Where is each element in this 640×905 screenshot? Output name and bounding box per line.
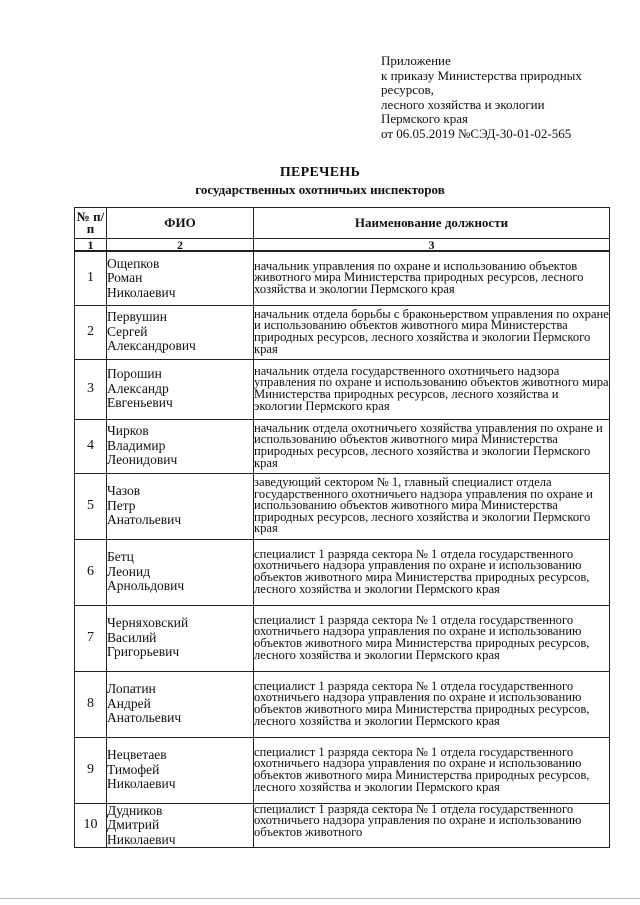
row-number: 3	[75, 359, 107, 419]
row-fio	[107, 473, 254, 539]
fio-line: Александр	[107, 380, 169, 396]
row-fio	[107, 251, 254, 305]
fio-line: Александрович	[107, 338, 196, 354]
row-fio	[107, 419, 254, 473]
fio-line: Николаевич	[107, 284, 176, 300]
header-position: Наименование должности	[254, 208, 610, 239]
column-number: 2	[107, 239, 254, 252]
header-num: № п/п	[75, 208, 107, 239]
table-row	[75, 419, 610, 473]
fio-line: Чазов	[107, 483, 141, 499]
row-number: 9	[75, 737, 107, 803]
row-position: специалист 1 разряда сектора № 1 отдела государственного охотничьего надзора управления по охране и использованию объектов животного	[254, 803, 610, 848]
row-position: начальник отдела государственного охотничьего надзора управления по охране и использованию объектов животного мира Министерства природных ресурсов, лесного хозяйства и экологии Пермского края	[254, 359, 610, 419]
row-position: специалист 1 разряда сектора № 1 отдела государственного охотничьего надзора управления по охране и использованию объектов животного мира Министерства природных ресурсов, лесного хозяйства и экологии Пермского края	[254, 605, 610, 671]
row-position: начальник управления по охране и использованию объектов животного мира Министерства природных ресурсов, лесного хозяйства и экологии Пермского края	[254, 251, 610, 305]
row-fio	[107, 803, 254, 848]
row-number: 10	[75, 803, 107, 848]
column-number: 1	[75, 239, 107, 252]
row-fio	[107, 359, 254, 419]
row-position: начальник отдела охотничьего хозяйства управления по охране и использованию объектов животного мира Министерства природных ресурсов, лесного хозяйства и экологии Пермского края	[254, 419, 610, 473]
fio-line: Сергей	[107, 323, 148, 339]
row-fio	[107, 671, 254, 737]
fio-line: Петр	[107, 497, 136, 513]
row-number: 5	[75, 473, 107, 539]
header-fio: ФИО	[107, 208, 254, 239]
fio-line: Анатольевич	[107, 512, 182, 528]
table-row	[75, 803, 610, 848]
appendix-block	[381, 54, 626, 141]
appendix-line: от 06.05.2019 №СЭД-30-01-02-565	[381, 125, 572, 141]
fio-line: Леонид	[107, 563, 151, 579]
fio-line: Черняховский	[107, 615, 189, 631]
table-row	[75, 473, 610, 539]
row-fio	[107, 737, 254, 803]
appendix-line: Приложение	[381, 53, 451, 68]
fio-line: Ощепков	[107, 255, 160, 271]
fio-line: Дудников	[107, 802, 163, 818]
row-number: 2	[75, 305, 107, 359]
row-fio	[107, 539, 254, 605]
table-row	[75, 539, 610, 605]
fio-line: Владимир	[107, 437, 166, 453]
row-position: специалист 1 разряда сектора № 1 отдела государственного охотничьего надзора управления по охране и использованию объектов животного мира Министерства природных ресурсов, лесного хозяйства и экологии Пермского края	[254, 737, 610, 803]
row-number: 8	[75, 671, 107, 737]
document-title: ПЕРЕЧЕНЬ	[279, 165, 361, 180]
table-row	[75, 605, 610, 671]
table-row	[75, 251, 610, 305]
fio-line: Леонидович	[107, 452, 178, 468]
row-position: специалист 1 разряда сектора № 1 отдела государственного охотничьего надзора управления по охране и использованию объектов животного мира Министерства природных ресурсов, лесного хозяйства и экологии Пермского края	[254, 671, 610, 737]
fio-line: Лопатин	[107, 681, 156, 697]
fio-line: Нецветаев	[107, 747, 167, 763]
row-position: специалист 1 разряда сектора № 1 отдела государственного охотничьего надзора управления по охране и использованию объектов животного мира Министерства природных ресурсов, лесного хозяйства и экологии Пермского края	[254, 539, 610, 605]
document-subtitle: государственных охотничьих инспекторов	[195, 182, 445, 197]
column-number: 3	[254, 239, 610, 252]
column-numbers-row	[75, 239, 610, 252]
page-edge-line	[0, 898, 640, 899]
row-fio	[107, 305, 254, 359]
fio-line: Николаевич	[107, 831, 176, 847]
row-number: 4	[75, 419, 107, 473]
fio-line: Анатольевич	[107, 710, 182, 726]
fio-line: Чирков	[107, 423, 149, 439]
table-body	[75, 251, 610, 848]
inspectors-table	[74, 207, 610, 848]
fio-line: Евгеньевич	[107, 395, 173, 411]
table-row	[75, 671, 610, 737]
fio-line: Арнольдович	[107, 578, 185, 594]
fio-line: Роман	[107, 270, 143, 285]
table-header-row	[75, 208, 610, 239]
row-number: 7	[75, 605, 107, 671]
fio-line: Григорьевич	[107, 644, 180, 660]
fio-line: Первушин	[107, 309, 167, 325]
fio-line: Порошин	[107, 366, 162, 382]
fio-line: Андрей	[107, 695, 151, 711]
appendix-line: ресурсов,	[381, 82, 434, 97]
fio-line: Николаевич	[107, 776, 176, 792]
table-row	[75, 359, 610, 419]
fio-line: Тимофей	[107, 761, 160, 777]
fio-line: Василий	[107, 629, 157, 645]
row-position: начальник отдела борьбы с браконьерством управления по охране и использованию объектов животного мира Министерства природных ресурсов, лесного хозяйства и экологии Пермского края	[254, 305, 610, 359]
fio-line: Бетц	[107, 549, 134, 565]
row-fio	[107, 605, 254, 671]
appendix-line: к приказу Министерства природных	[381, 67, 582, 83]
row-number: 6	[75, 539, 107, 605]
table-row	[75, 737, 610, 803]
fio-line: Дмитрий	[107, 817, 160, 832]
appendix-line: лесного хозяйства и экологии	[381, 96, 545, 112]
row-number: 1	[75, 251, 107, 305]
appendix-line: Пермского края	[381, 111, 468, 126]
row-position: заведующий сектором № 1, главный специалист отдела государственного охотничьего надзора управления по охране и использованию объектов животного мира Министерства природных ресурсов, лесного хозяйства и экологии Пермского края	[254, 473, 610, 539]
table-row	[75, 305, 610, 359]
